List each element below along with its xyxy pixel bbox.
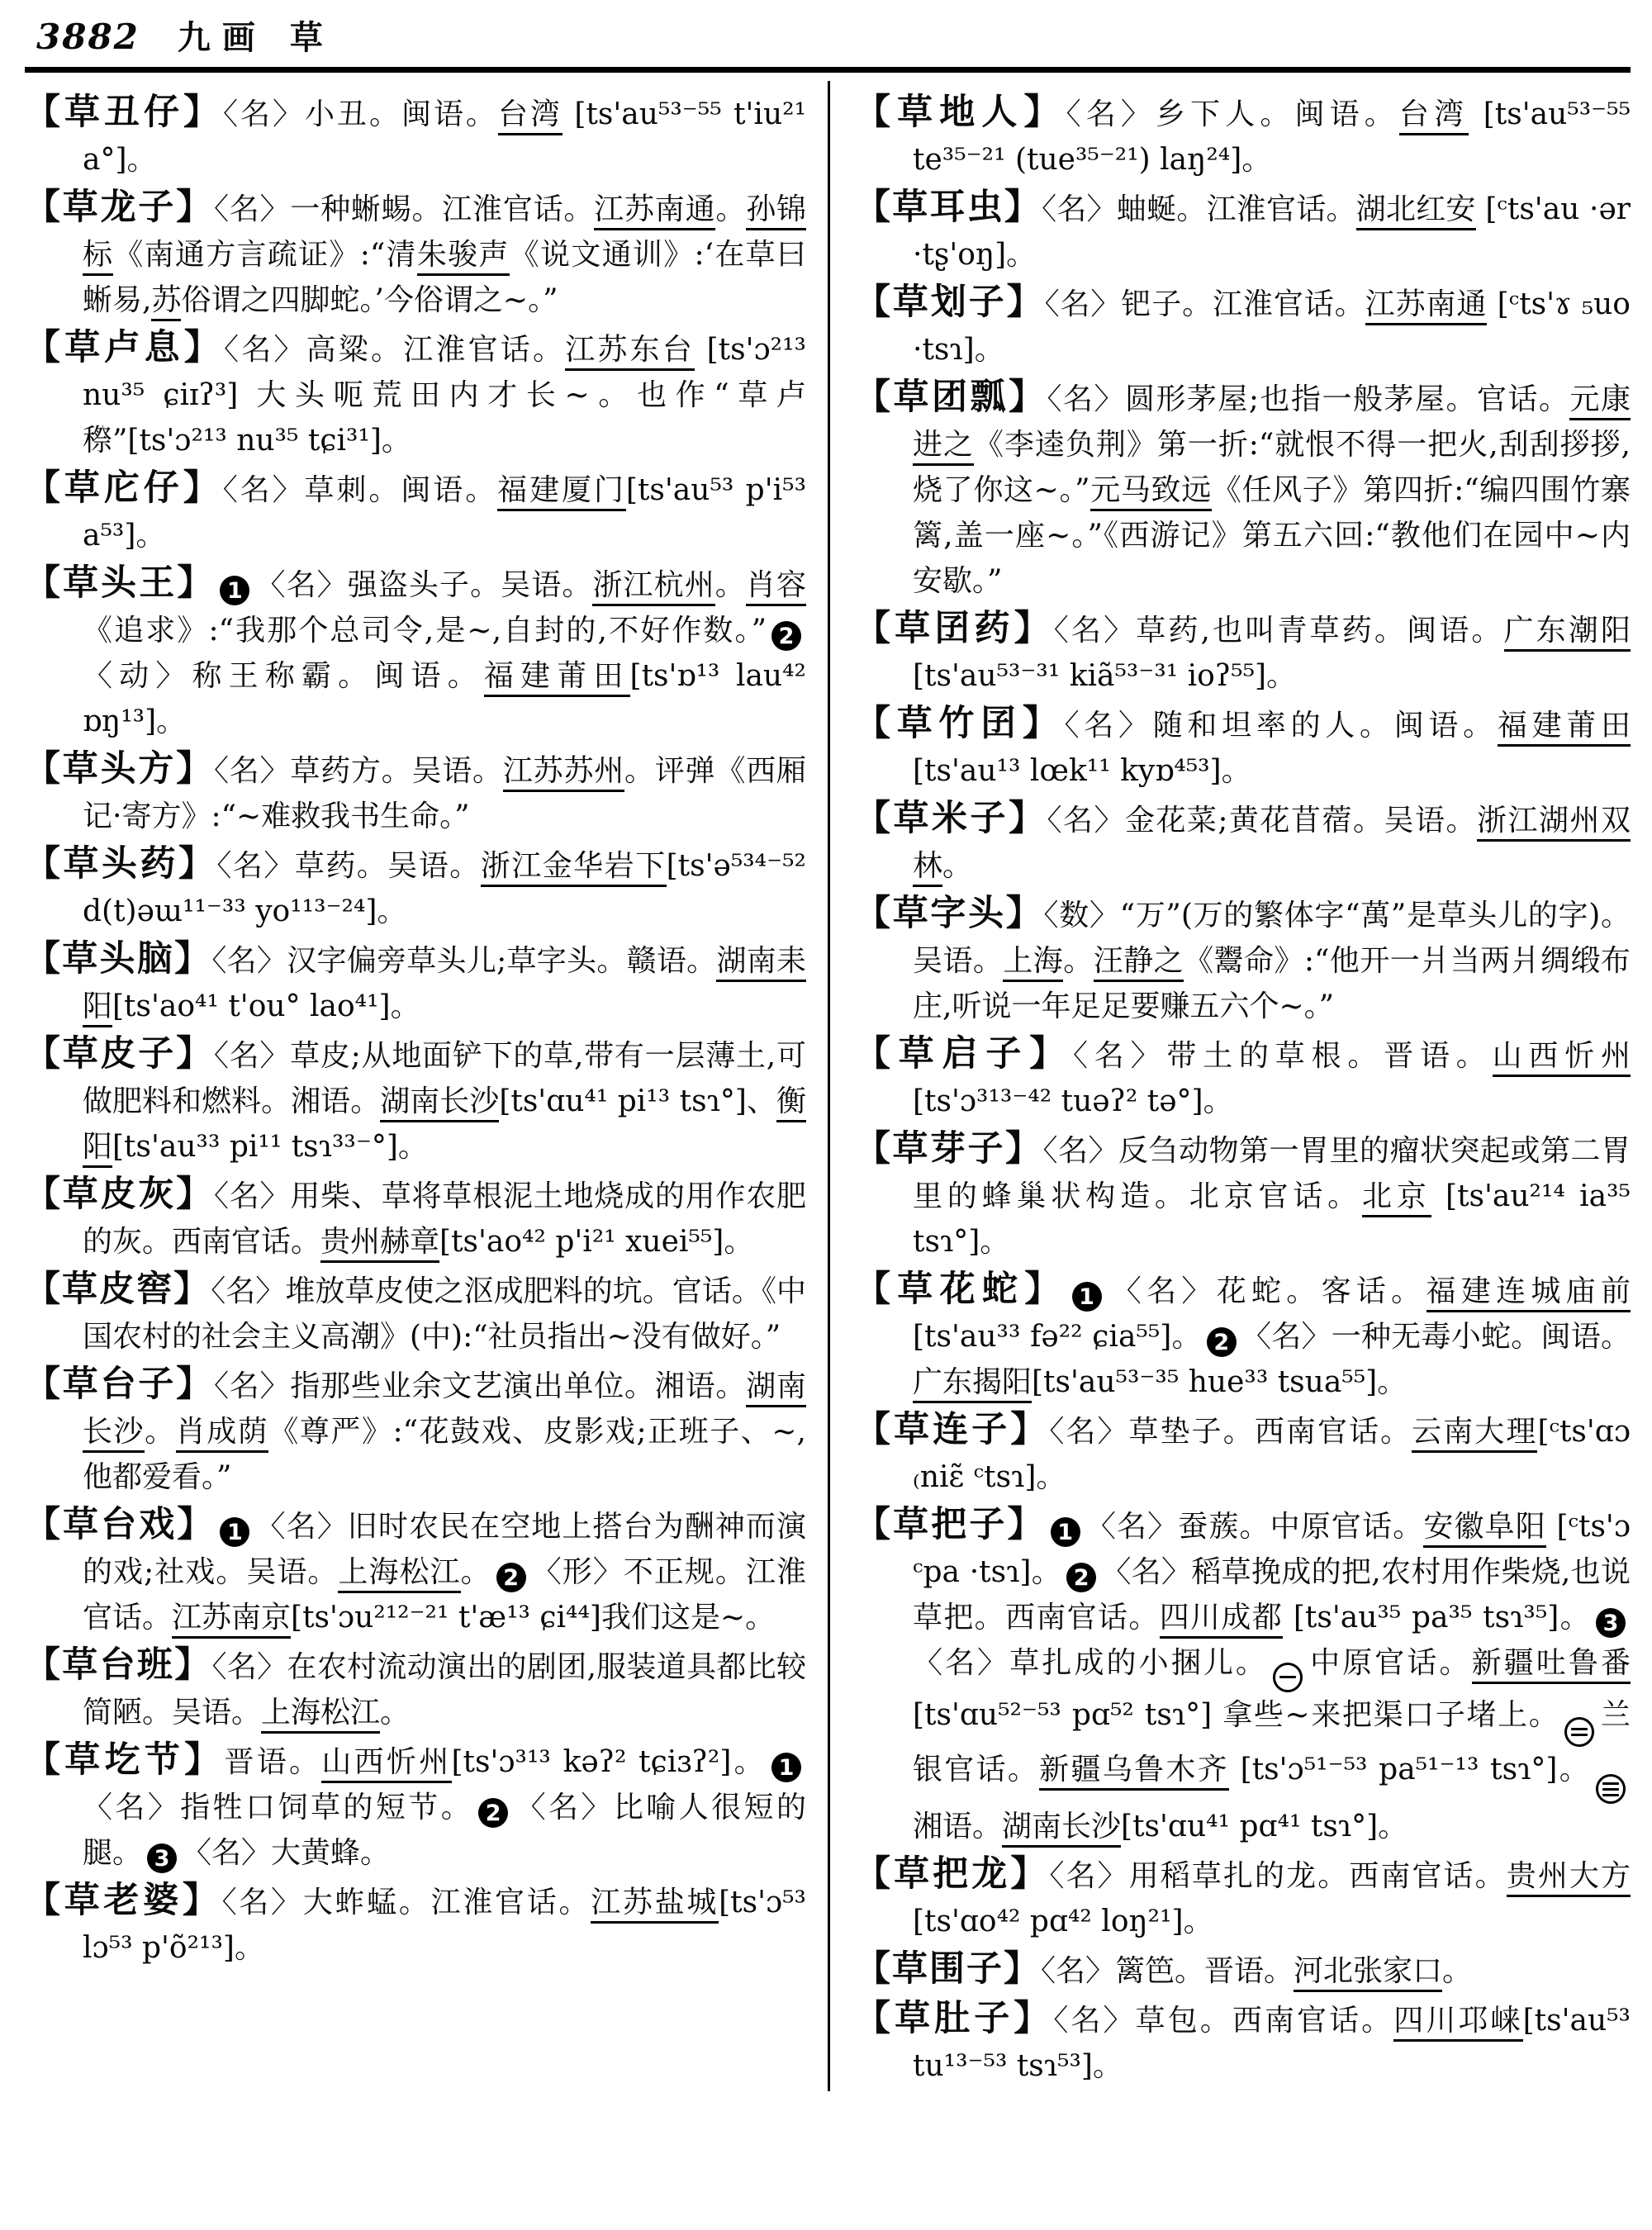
- proper-noun-underline: 朱骏声: [417, 238, 510, 276]
- entry-columns: [25, 81, 1631, 2091]
- entry-headword: 【草头药】: [25, 843, 217, 885]
- entry-headword: 【草皮灰】: [25, 1174, 214, 1215]
- entry-headword: 【草把龙】: [855, 1853, 1050, 1895]
- dictionary-entry: 【草围子】〈名〉篱笆。晋语。河北张家口。: [855, 1947, 1631, 1994]
- dictionary-entry: 【草圪节】晋语。山西忻州[ts'ɔ³¹³ kəʔ² tɕiɜʔ²]。 1〈名〉指牲口饲草的短节。 2 〈名〉比喻人很短的腿。 3 〈名〉大黄蜂。: [25, 1739, 806, 1872]
- entry-headword: 【草花蛇】: [855, 1269, 1067, 1310]
- entry-headword: 【草连子】: [855, 1409, 1050, 1450]
- proper-noun-underline: 汪静之: [1094, 944, 1184, 982]
- entry-headword: 【草头脑】: [25, 938, 212, 980]
- dictionary-entry: 【草台班】〈名〉在农村流动演出的剧团,服装道具都比较简陋。吴语。上海松江。: [25, 1643, 806, 1735]
- dictionary-entry: 【草头脑】〈名〉汉字偏旁草头儿;草字头。赣语。湖南耒阳[ts'ao⁴¹ t'ou° lao⁴¹]。: [25, 937, 806, 1029]
- sense-number-badge: 2: [478, 1798, 508, 1828]
- proper-noun-underline: 江苏东台: [565, 333, 695, 371]
- sense-number-badge: 2: [496, 1563, 526, 1592]
- proper-noun-underline: 北京: [1362, 1179, 1431, 1217]
- sense-number-badge: 1: [220, 1517, 249, 1547]
- proper-noun-underline: 广东揭阳: [913, 1365, 1032, 1403]
- dictionary-entry: 【草卢息】〈名〉高粱。江淮官话。江苏东台 [ts'ɔ²¹³ nu³⁵ ɕiɪʔ³] 大头呃荒田内才长~。也作“草卢穄”[ts'ɔ²¹³ nu³⁵ tɕi³¹]。: [25, 327, 806, 458]
- entry-headword: 【草头王】: [25, 562, 216, 604]
- sense-number-badge: 2: [1066, 1563, 1096, 1592]
- page-header: [25, 7, 1631, 67]
- dictionary-entry: 【草竹囝】〈名〉随和坦率的人。闽语。福建莆田[ts'au¹³ lœk¹¹ kyɒ⁴⁵³]。: [855, 703, 1631, 788]
- entry-headword: 【草竹囝】: [855, 703, 1065, 744]
- proper-noun-underline: 苏: [151, 283, 181, 321]
- proper-noun-underline: 湖南长沙: [83, 1369, 806, 1453]
- entry-headword: 【草庀仔】: [25, 467, 223, 509]
- proper-noun-underline: 上海松江: [338, 1555, 460, 1593]
- dictionary-entry: 【草把子】 1 〈名〉蚕蔟。中原官话。安徽阜阳 [ᶜts'ɔ ᶜpa ·tsɿ]。 2 〈名〉稻草挽成的把,农村用作柴烧,也说草把。西南官话。四川成都 [ts'au³⁵ pa³⁵ tsɿ³⁵]。 3〈名〉草扎成的小捆儿。 中原官话。新疆吐鲁番 [ts'ɑu⁵²⁻⁵³ pɑ⁵² tsɿ°] 拿些~来把渠口子堵上。 兰银官话。新疆乌鲁木齐 [ts'ɔ⁵¹⁻⁵³ pa⁵¹⁻¹³ tsɿ°]。 湘语。湖南长沙[ts'ɑu⁴¹ pɑ⁴¹ tsɿ°]。: [855, 1502, 1631, 1849]
- proper-noun-underline: 肖容: [746, 568, 806, 606]
- dictionary-entry: 【草字头】〈数〉“万”(万的繁体字“萬”是草头儿的字)。吴语。上海。汪静之《鬻命》:“他开一爿当两爿绸缎布庄,听说一年足足要赚五六个~。”: [855, 893, 1631, 1023]
- proper-noun-underline: 新疆吐鲁番: [1472, 1646, 1631, 1684]
- entry-headword: 【草团瓢】: [855, 377, 1047, 418]
- proper-noun-underline: 安徽阜阳: [1423, 1510, 1546, 1548]
- proper-noun-underline: 浙江金华岩下: [481, 849, 667, 887]
- dictionary-entry: 【草龙子】〈名〉一种蜥蜴。江淮官话。江苏南通。孙锦标《南通方言疏证》:“清朱骏声《说文通训》:‘在草曰蜥易,苏俗谓之四脚蛇。’今俗谓之~。”: [25, 185, 806, 323]
- header-rule: [25, 67, 1631, 73]
- subsense-circle-marker: [1273, 1663, 1303, 1692]
- entry-headword: 【草把子】: [855, 1504, 1046, 1545]
- entry-headword: 【草台班】: [25, 1644, 212, 1686]
- proper-noun-underline: 湖南长沙: [1002, 1810, 1121, 1848]
- entry-headword: 【草划子】: [855, 282, 1045, 323]
- dictionary-entry: 【草老婆】〈名〉大蚱蜢。江淮官话。江苏盐城[ts'ɔ⁵³ lɔ⁵³ p'õ²¹³]。: [25, 1880, 806, 1965]
- proper-noun-underline: 湖南耒阳: [83, 944, 806, 1027]
- sense-number-badge: 3: [1596, 1608, 1626, 1638]
- dictionary-entry: 【草台戏】 1 〈名〉旧时农民在空地上搭台为酬神而演的戏;社戏。吴语。上海松江。 2 〈形〉不正规。江淮官话。江苏南京[ts'ɔu²¹²⁻²¹ t'æ¹³ ɕi⁴⁴]我们这是~。: [25, 1502, 806, 1640]
- proper-noun-underline: 福建莆田: [1498, 709, 1631, 747]
- entry-headword: 【草头方】: [25, 748, 214, 790]
- entry-headword: 【草皮子】: [25, 1033, 214, 1075]
- sense-number-badge: 2: [771, 621, 801, 651]
- proper-noun-underline: 河北张家口: [1294, 1954, 1442, 1992]
- proper-noun-underline: 福建连城庙前: [1427, 1274, 1631, 1312]
- sense-number-badge: 1: [220, 576, 249, 605]
- dictionary-entry: 【草连子】〈名〉草垫子。西南官话。云南大理[ᶜts'ɑɔ ₍niɛ̃ ᶜtsɿ]。: [855, 1409, 1631, 1494]
- proper-noun-underline: 四川邛崃: [1393, 2004, 1522, 2042]
- dictionary-entry: 【草肚子】〈名〉草包。西南官话。四川邛崃[ts'au⁵³ tu¹³⁻⁵³ tsɿ⁵³]。: [855, 1998, 1631, 2083]
- entry-headword: 【草皮窖】: [25, 1269, 211, 1310]
- dictionary-entry: 【草台子】〈名〉指那些业余文艺演出单位。湘语。湖南长沙。肖成荫《尊严》:“花鼓戏、皮影戏;正班子、~,他都爱看。”: [25, 1364, 806, 1494]
- dictionary-entry: 【草皮子】〈名〉草皮;从地面铲下的草,带有一层薄土,可做肥料和燃料。湘语。湖南长沙[ts'ɑu⁴¹ pi¹³ tsɿ°]、衡阳[ts'au³³ pi¹¹ tsɿ³³⁻°]。: [25, 1032, 806, 1170]
- dictionary-entry: 【草启子】〈名〉带土的草根。晋语。山西忻州[ts'ɔ³¹³⁻⁴² tuəʔ² tə°]。: [855, 1033, 1631, 1118]
- entry-headword: 【草米子】: [855, 798, 1047, 839]
- proper-noun-underline: 江苏盐城: [591, 1886, 719, 1924]
- page-number: 3882: [36, 17, 140, 57]
- proper-noun-underline: 江苏南京: [172, 1601, 291, 1639]
- entry-headword: 【草字头】: [855, 893, 1044, 934]
- sense-number-badge: 1: [1051, 1517, 1080, 1547]
- entry-headword: 【草启子】: [855, 1033, 1073, 1075]
- sense-number-badge: 2: [1207, 1327, 1237, 1357]
- entry-headword: 【草龙子】: [25, 187, 214, 228]
- proper-noun-underline: 肖成荫: [176, 1415, 269, 1453]
- dictionary-entry: 【草耳虫】〈名〉蚰蜒。江淮官话。湖北红安 [ᶜts'au ·ər ·tʂ'oŋ]。: [855, 187, 1631, 272]
- proper-noun-underline: 台湾: [498, 97, 563, 135]
- proper-noun-underline: 四川成都: [1160, 1601, 1283, 1639]
- entry-headword: 【草芽子】: [855, 1128, 1043, 1170]
- dictionary-entry: 【草地人】〈名〉乡下人。闽语。台湾 [ts'au⁵³⁻⁵⁵ te³⁵⁻²¹ (tue³⁵⁻²¹) laŋ²⁴]。: [855, 92, 1631, 177]
- dictionary-entry: 【草皮灰】〈名〉用柴、草将草根泥土地烧成的用作农肥的灰。西南官话。贵州赫章[ts'ao⁴² p'i²¹ xuei⁵⁵]。: [25, 1172, 806, 1264]
- proper-noun-underline: 广东潮阳: [1504, 614, 1631, 652]
- entry-headword: 【草老婆】: [25, 1880, 222, 1921]
- dictionary-entry: 【草丑仔】〈名〉小丑。闽语。台湾 [ts'au⁵³⁻⁵⁵ t'iu²¹ a°]。: [25, 92, 806, 177]
- proper-noun-underline: 浙江杭州: [592, 568, 714, 606]
- proper-noun-underline: 元马致远: [1090, 473, 1212, 511]
- proper-noun-underline: 贵州赫章: [320, 1225, 439, 1263]
- left-column: [25, 81, 828, 2091]
- proper-noun-underline: 衡阳: [83, 1084, 806, 1168]
- sense-number-badge: 3: [147, 1843, 177, 1873]
- entry-headword: 【草台子】: [25, 1364, 214, 1405]
- proper-noun-underline: 湖北红安: [1356, 192, 1476, 230]
- proper-noun-underline: 新疆乌鲁木齐: [1039, 1753, 1229, 1791]
- proper-noun-underline: 山西忻州: [321, 1745, 451, 1783]
- entry-headword: 【草肚子】: [855, 1998, 1054, 2039]
- entry-headword: 【草囝药】: [855, 608, 1054, 649]
- dictionary-entry: 【草头方】〈名〉草药方。吴语。江苏苏州。评弹《西厢记·寄方》:“~难救我书生命。”: [25, 748, 806, 833]
- dictionary-entry: 【草把龙】〈名〉用稻草扎的龙。西南官话。贵州大方[ts'ɑo⁴² pɑ⁴² loŋ²¹]。: [855, 1853, 1631, 1938]
- subsense-circle-marker: [1564, 1717, 1594, 1747]
- entry-headword: 【草台戏】: [25, 1504, 216, 1545]
- proper-noun-underline: 上海: [1003, 944, 1063, 982]
- proper-noun-underline: 孙锦标: [83, 192, 806, 276]
- proper-noun-underline: 江苏南通: [1365, 287, 1488, 325]
- sense-number-badge: 1: [771, 1753, 801, 1782]
- dictionary-entry: 【草头药】〈名〉草药。吴语。浙江金华岩下[ts'ə⁵³⁴⁻⁵² d(t)əɯ¹¹⁻³³ yo¹¹³⁻²⁴]。: [25, 843, 806, 928]
- proper-noun-underline: 山西忻州: [1493, 1039, 1631, 1077]
- proper-noun-underline: 福建莆田: [484, 659, 630, 697]
- dictionary-entry: 【草庀仔】〈名〉草刺。闽语。福建厦门[ts'au⁵³ p'i⁵³ a⁵³]。: [25, 467, 806, 553]
- dictionary-entry: 【草花蛇】 1 〈名〉花蛇。客话。福建连城庙前[ts'au³³ fə²² ɕia⁵⁵]。 2 〈名〉一种无毒小蛇。闽语。广东揭阳[ts'au⁵³⁻³⁵ hue³³ tsua⁵⁵]。: [855, 1267, 1631, 1405]
- dictionary-entry: 【草团瓢】〈名〉圆形茅屋;也指一般茅屋。官话。元康进之《李逵负荆》第一折:“就恨不得一把火,刮刮拶拶,烧了你这~。”元马致远《任风子》第四折:“编四围竹寨篱,盖一座~。”《西游记》第五六回:“教他们在园中~内安歇。”: [855, 377, 1631, 598]
- section-title: 九画 草: [177, 18, 335, 57]
- proper-noun-underline: 贵州大方: [1507, 1859, 1631, 1897]
- sense-number-badge: 1: [1072, 1282, 1102, 1312]
- proper-noun-underline: 上海松江: [261, 1696, 380, 1734]
- proper-noun-underline: 台湾: [1399, 97, 1469, 135]
- dictionary-entry: 【草芽子】〈名〉反刍动物第一胃里的瘤状突起或第二胃里的蜂巢状构造。北京官话。北京 [ts'au²¹⁴ ia³⁵ tsɿ°]。: [855, 1128, 1631, 1259]
- entry-headword: 【草圪节】: [25, 1739, 225, 1781]
- right-column: [828, 81, 1631, 2091]
- dictionary-entry: 【草皮窖】〈名〉堆放草皮使之沤成肥料的坑。官话。《中国农村的社会主义高潮》(中):“社员指出~没有做好。”: [25, 1269, 806, 1354]
- proper-noun-underline: 元康进之: [913, 382, 1631, 466]
- entry-headword: 【草地人】: [855, 92, 1066, 133]
- proper-noun-underline: 江苏苏州: [503, 754, 624, 792]
- entry-headword: 【草耳虫】: [855, 187, 1042, 228]
- subsense-circle-marker: [1596, 1774, 1626, 1804]
- dictionary-entry: 【草米子】〈名〉金花菜;黄花苜蓿。吴语。浙江湖州双林。: [855, 796, 1631, 889]
- dictionary-entry: 【草头王】 1 〈名〉强盗头子。吴语。浙江杭州。肖容《追求》:“我那个总司令,是~,自封的,不好作数。” 2〈动〉称王称霸。闽语。福建莆田[ts'ɒ¹³ lau⁴² ɒŋ¹³]。: [25, 562, 806, 738]
- dictionary-entry: 【草划子】〈名〉钯子。江淮官话。江苏南通 [ᶜts'ɤ ₅uo ·tsɿ]。: [855, 282, 1631, 367]
- proper-noun-underline: 福建厦门: [497, 473, 626, 511]
- proper-noun-underline: 湖南长沙: [380, 1084, 499, 1122]
- entry-headword: 【草围子】: [855, 1948, 1041, 1990]
- proper-noun-underline: 云南大理: [1412, 1415, 1537, 1453]
- entry-headword: 【草丑仔】: [25, 92, 223, 133]
- entry-headword: 【草卢息】: [25, 327, 224, 368]
- dictionary-entry: 【草囝药】〈名〉草药,也叫青草药。闽语。广东潮阳[ts'au⁵³⁻³¹ kiã⁵³⁻³¹ ioʔ⁵⁵]。: [855, 608, 1631, 693]
- proper-noun-underline: 江苏南通: [594, 192, 715, 230]
- proper-noun-underline: 浙江湖州双林: [913, 804, 1631, 887]
